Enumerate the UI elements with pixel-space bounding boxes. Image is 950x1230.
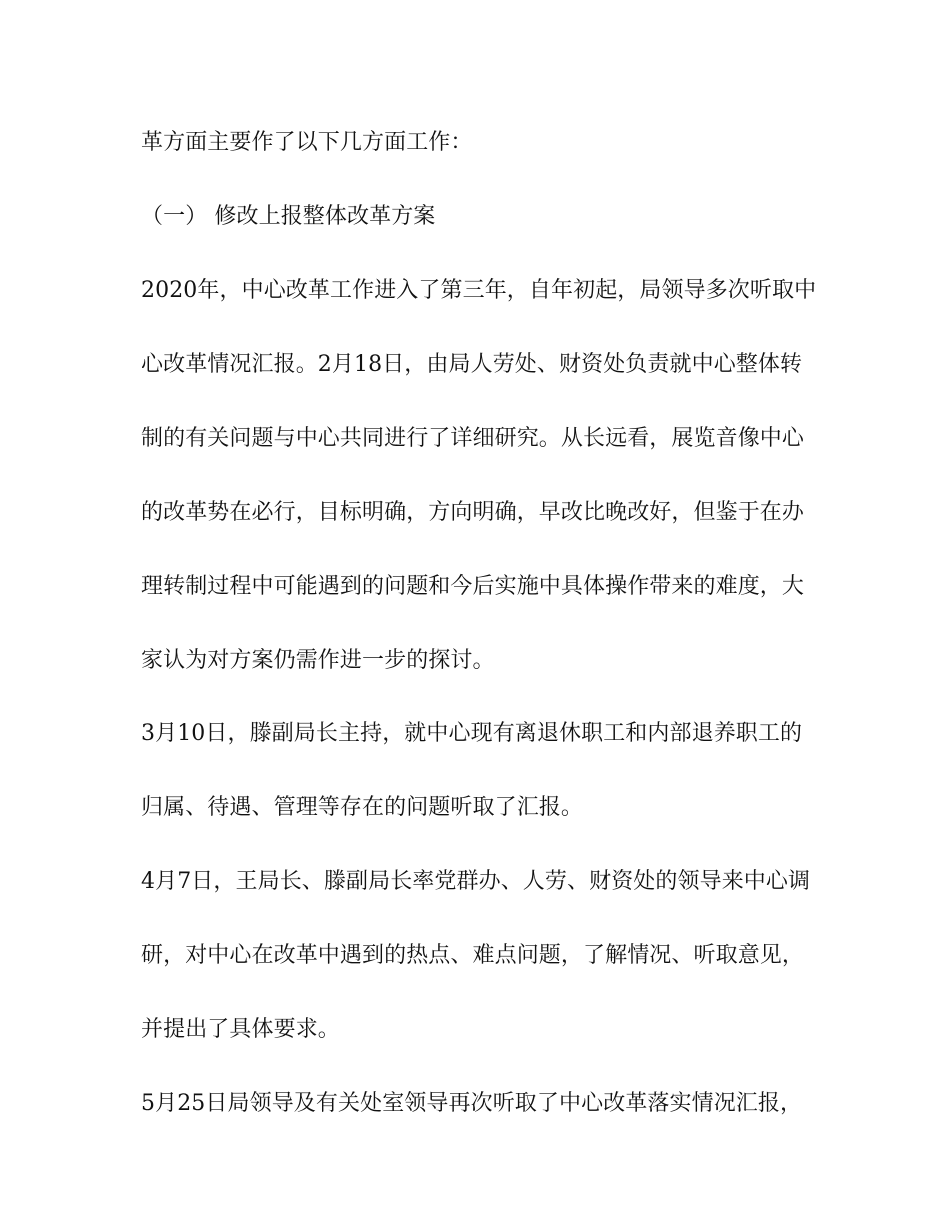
text-line: 并提出了具体要求。 [141, 1017, 340, 1042]
text-line: 5月25日局领导及有关处室领导再次听取了中心改革落实情况汇报， [141, 1091, 803, 1116]
text-line: 制的有关问题与中心共同进行了详细研究。从长远看，展览音像中心 [141, 426, 805, 451]
text-line: 归属、待遇、管理等存在的问题听取了汇报。 [141, 795, 584, 820]
text-line: 研，对中心在改革中遇到的热点、难点问题，了解情况、听取意见， [141, 943, 805, 968]
text-line: 的改革势在必行，目标明确，方向明确，早改比晚改好，但鉴于在办 [141, 500, 805, 525]
text-line: 家认为对方案仍需作进一步的探讨。 [141, 648, 495, 673]
text-line: 3月10日，滕副局长主持，就中心现有离退休职工和内部退养职工的 [141, 721, 803, 746]
section-heading: （一） 修改上报整体改革方案 [141, 204, 436, 229]
text-line: 理转制过程中可能遇到的问题和今后实施中具体操作带来的难度，大 [141, 574, 805, 599]
text-line: 心改革情况汇报。2月18日，由局人劳处、财资处负责就中心整体转 [141, 352, 803, 377]
text-line: 2020年，中心改革工作进入了第三年，自年初起，局领导多次听取中 [141, 278, 817, 303]
text-line: 4月7日，王局长、滕副局长率党群办、人劳、财资处的领导来中心调 [141, 869, 811, 894]
text-line: 革方面主要作了以下几方面工作： [141, 130, 473, 155]
